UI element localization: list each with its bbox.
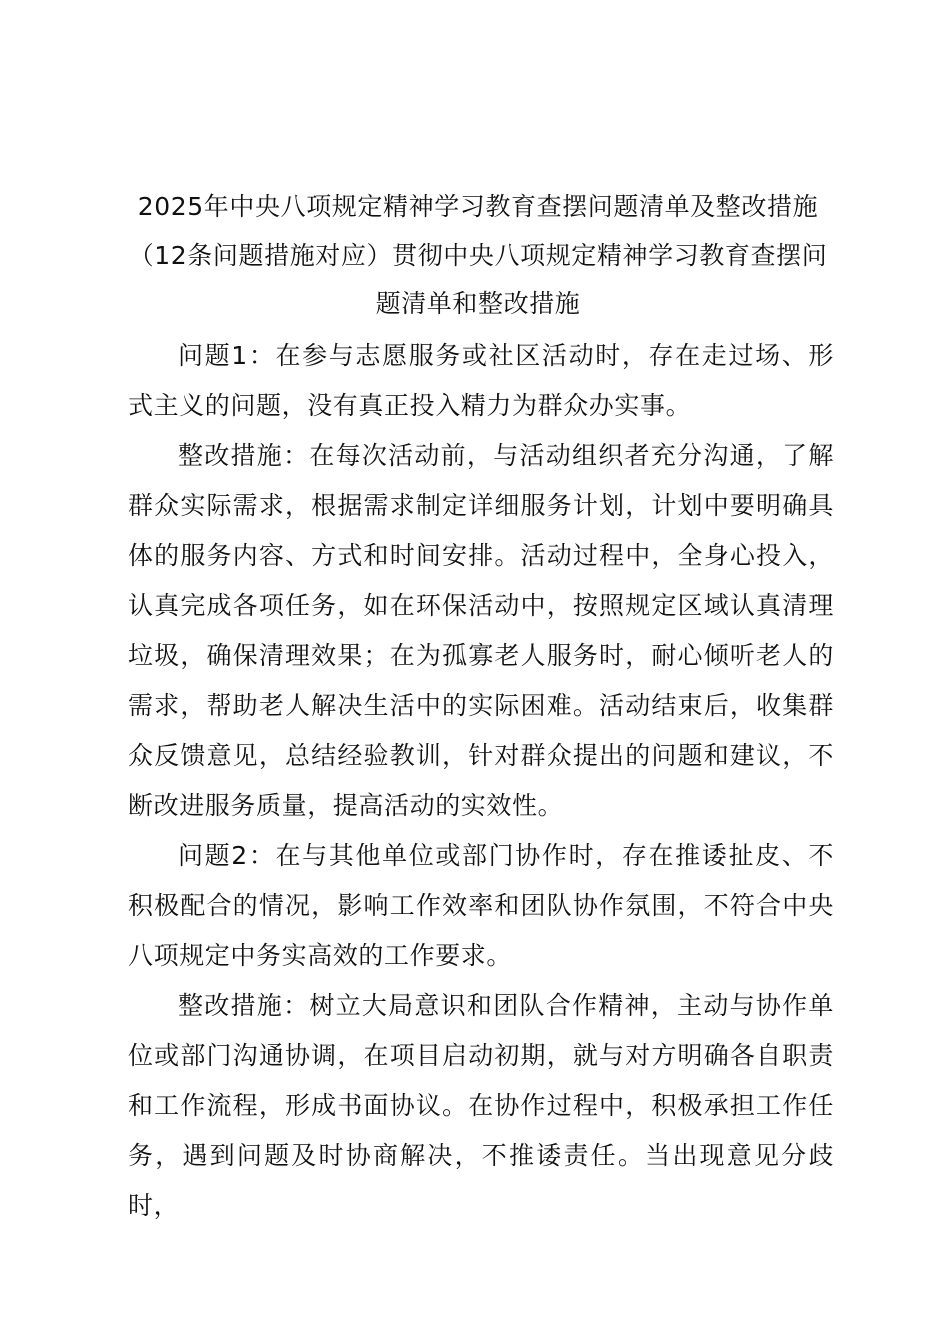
document-title: 2025年中央八项规定精神学习教育查摆问题清单及整改措施（12条问题措施对应）贯彻中央八项规定精神学习教育查摆问题清单和整改措施	[128, 192, 828, 318]
paragraph-problem-2: 问题2：在与其他单位或部门协作时，存在推诿扯皮、不积极配合的情况，影响工作效率和团队协作氛围，不符合中央八项规定中务实高效的工作要求。	[128, 841, 834, 970]
document-body	[128, 331, 834, 1231]
paragraph-problem-1: 问题1：在参与志愿服务或社区活动时，存在走过场、形式主义的问题，没有真正投入精力为群众办实事。	[128, 341, 834, 420]
paragraph-measures-2: 整改措施：树立大局意识和团队合作精神，主动与协作单位或部门沟通协调，在项目启动初期，就与对方明确各自职责和工作流程，形成书面协议。在协作过程中，积极承担工作任务，遇到问题及时协商解决，不推诿责任。当出现意见分歧时，	[128, 991, 834, 1220]
paragraph-measures-1: 整改措施：在每次活动前，与活动组织者充分沟通，了解群众实际需求，根据需求制定详细服务计划，计划中要明确具体的服务内容、方式和时间安排。活动过程中，全身心投入，认真完成各项任务，如在环保活动中，按照规定区域认真清理垃圾，确保清理效果；在为孤寡老人服务时，耐心倾听老人的需求，帮助老人解决生活中的实际困难。活动结束后，收集群众反馈意见，总结经验教训，针对群众提出的问题和建议，不断改进服务质量，提高活动的实效性。	[128, 441, 834, 820]
